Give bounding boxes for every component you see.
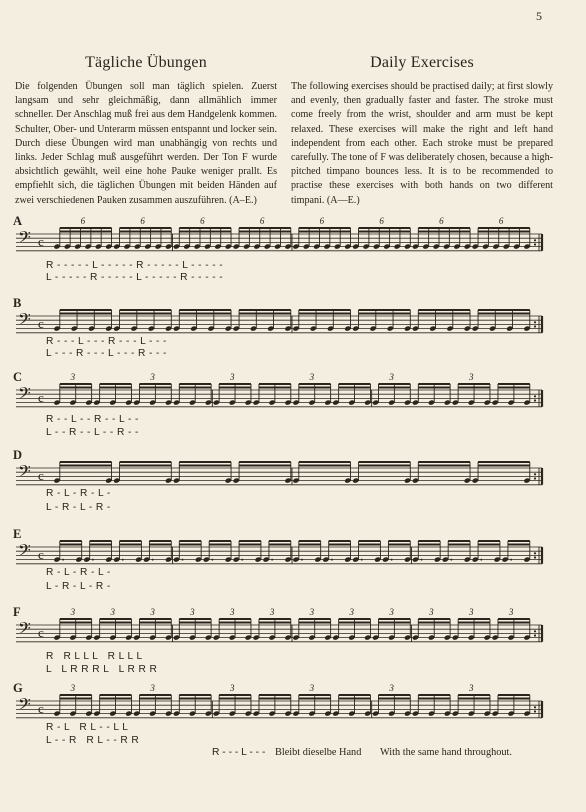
tuplet-number: 3 bbox=[269, 607, 275, 617]
sticking-right-line: R - L - R - L - bbox=[46, 567, 111, 578]
bass-clef-icon: 𝄢 bbox=[18, 383, 31, 407]
exercise-d bbox=[10, 448, 550, 528]
bass-clef-icon: 𝄢 bbox=[18, 461, 31, 485]
tuplet-number: 6 bbox=[200, 216, 205, 226]
note-dot bbox=[361, 559, 363, 561]
note-dot bbox=[450, 559, 452, 561]
repeat-dot bbox=[534, 552, 536, 554]
repeat-dot bbox=[534, 321, 536, 323]
repeat-dot bbox=[534, 634, 536, 636]
legend-german: Bleibt dieselbe Hand bbox=[275, 747, 362, 758]
tuplet-number: 3 bbox=[230, 372, 235, 382]
exercise-label: D bbox=[13, 448, 23, 462]
tuplet-number: 3 bbox=[508, 607, 514, 617]
bass-clef-icon: 𝄢 bbox=[18, 309, 31, 333]
legend-english: With the same hand throughout. bbox=[380, 747, 512, 758]
common-time-icon: c bbox=[38, 390, 44, 405]
sticking-right-line: R - - L - - R - - L - - bbox=[46, 414, 139, 425]
german-column bbox=[15, 54, 277, 208]
tuplet-number: 6 bbox=[319, 216, 325, 226]
note-dot bbox=[391, 559, 393, 561]
tuplet-number: 6 bbox=[498, 216, 504, 226]
exercise-label: E bbox=[13, 527, 22, 541]
tuplet-number: 3 bbox=[150, 683, 155, 693]
tuplet-number: 3 bbox=[469, 372, 474, 382]
tuplet-number: 3 bbox=[469, 683, 474, 693]
note-dot bbox=[271, 559, 273, 561]
sticking-right-line: R - L - R - L - bbox=[46, 488, 111, 499]
tuplet-number: 3 bbox=[349, 607, 354, 617]
exercise-f bbox=[10, 605, 550, 685]
tuplet-number: 6 bbox=[439, 216, 444, 226]
bass-clef-icon: 𝄢 bbox=[18, 694, 31, 718]
page-number: 5 bbox=[536, 9, 542, 23]
bass-clef-icon: 𝄢 bbox=[18, 618, 31, 642]
note-dot bbox=[211, 559, 213, 561]
tuplet-number: 3 bbox=[70, 683, 76, 693]
sticking-left-line: L - - - R - - - L - - - R - - - bbox=[46, 348, 167, 359]
note-dot bbox=[510, 559, 512, 561]
tuplet-number: 6 bbox=[259, 216, 265, 226]
note-dot bbox=[182, 559, 184, 561]
tuplet-number: 6 bbox=[80, 216, 86, 226]
tuplet-number: 3 bbox=[150, 607, 155, 617]
sticking-right-line: R R L L L R L L L bbox=[46, 651, 143, 662]
tuplet-number: 3 bbox=[309, 607, 315, 617]
sticking-left-line: L - R - L - R - bbox=[46, 502, 111, 513]
note-dot bbox=[331, 559, 333, 561]
exercise-b bbox=[10, 296, 550, 376]
legend-symbol: R - - - L - - - bbox=[212, 747, 266, 758]
sticking-left-line: L - - R - - L - - R - - bbox=[46, 427, 139, 438]
tuplet-number: 3 bbox=[389, 372, 394, 382]
common-time-icon: c bbox=[38, 234, 44, 249]
note-dot bbox=[92, 559, 94, 561]
english-title: Daily Exercises bbox=[370, 54, 474, 71]
note-dot bbox=[122, 559, 124, 561]
note-dot bbox=[152, 559, 154, 561]
tuplet-number: 3 bbox=[190, 607, 195, 617]
repeat-dot bbox=[534, 243, 536, 245]
tuplet-number: 3 bbox=[230, 607, 235, 617]
tuplet-number: 3 bbox=[150, 372, 155, 382]
english-text: The following exercises should be practised daily; at first slowly and evenly, then gradually faster and faster. The stroke must come freely from the wrist, shoulder and arm must be kept relaxed. These exercises will make the right and left hand independent from each other. Each stroke must be prepared carefully. The tone of F was deliberately chosen, because a high-pitched timpano bounces less. It is to be recommended to practise these exercises with both hands on two different timpani. (A—E.) bbox=[291, 81, 553, 206]
common-time-icon: c bbox=[38, 468, 44, 483]
repeat-dot bbox=[534, 630, 536, 632]
english-column bbox=[291, 54, 553, 208]
note-dot bbox=[62, 559, 64, 561]
repeat-dot bbox=[534, 395, 536, 397]
tuplet-number: 3 bbox=[110, 607, 115, 617]
repeat-dot bbox=[534, 556, 536, 558]
bass-clef-icon: 𝄢 bbox=[18, 540, 31, 564]
repeat-dot bbox=[534, 239, 536, 241]
tuplet-number: 3 bbox=[230, 683, 235, 693]
exercise-e bbox=[10, 527, 550, 607]
tuplet-number: 3 bbox=[70, 372, 76, 382]
common-time-icon: c bbox=[38, 701, 44, 716]
repeat-dot bbox=[534, 477, 536, 479]
exercise-a bbox=[10, 214, 550, 294]
tuplet-number: 3 bbox=[389, 683, 394, 693]
note-dot bbox=[301, 559, 303, 561]
bass-clef-icon: 𝄢 bbox=[18, 227, 31, 251]
german-text: Die folgenden Übungen soll man täglich spielen. Zuerst langsam und sehr gleichmäßig, dann allmählich immer schneller. Der Anschlag muß frei aus dem Handgelenk kommen. Schulter, Ober- und Unterarm müssen entspannt und locker sein. Durch diese Übungen wird man unabhängig von rechts und links. Jeder Schlag muß ausgeführt werden. Der Ton F wurde absichtlich gewählt, weil eine hohe Pauke weniger prallt. Es empfiehlt sich, die täglichen Übungen mit beiden Händen auf zwei verschiedenen Pauken zusammen auszuführen. (A–E.) bbox=[15, 81, 277, 206]
repeat-dot bbox=[534, 399, 536, 401]
exercise-label: A bbox=[13, 214, 23, 228]
tuplet-number: 3 bbox=[429, 607, 434, 617]
sticking-left-line: L - R - L - R - bbox=[46, 581, 111, 592]
note-dot bbox=[241, 559, 243, 561]
exercise-label: C bbox=[13, 370, 23, 384]
sticking-right-line: R - - - L - - - R - - - L - - - bbox=[46, 336, 167, 347]
exercise-label: F bbox=[13, 605, 21, 619]
tuplet-number: 6 bbox=[140, 216, 145, 226]
tuplet-number: 3 bbox=[70, 607, 76, 617]
sticking-left-line: L - - - - - R - - - - - L - - - - - R - - - - - bbox=[46, 272, 224, 283]
german-title: Tägliche Übungen bbox=[85, 54, 207, 71]
exercise-label: B bbox=[13, 296, 22, 310]
tuplet-number: 3 bbox=[469, 607, 474, 617]
common-time-icon: c bbox=[38, 625, 44, 640]
note-dot bbox=[480, 559, 482, 561]
exercise-c bbox=[10, 370, 550, 450]
common-time-icon: c bbox=[38, 316, 44, 331]
tuplet-number: 6 bbox=[379, 216, 384, 226]
sticking-left-line: L L R R R L L R R R bbox=[46, 664, 158, 675]
repeat-dot bbox=[534, 325, 536, 327]
exercise-label: G bbox=[13, 681, 23, 695]
tuplet-number: 3 bbox=[309, 683, 315, 693]
sticking-left-line: L - - R R L - - R R bbox=[46, 735, 140, 746]
repeat-dot bbox=[534, 710, 536, 712]
tuplet-number: 3 bbox=[389, 607, 394, 617]
note-dot bbox=[421, 559, 423, 561]
sticking-right-line: R - - - - - L - - - - - R - - - - - L - - - - - bbox=[46, 260, 224, 271]
common-time-icon: c bbox=[38, 547, 44, 562]
sticking-right-line: R - L R L - - L L bbox=[46, 722, 129, 733]
repeat-dot bbox=[534, 706, 536, 708]
tuplet-number: 3 bbox=[309, 372, 315, 382]
repeat-dot bbox=[534, 473, 536, 475]
